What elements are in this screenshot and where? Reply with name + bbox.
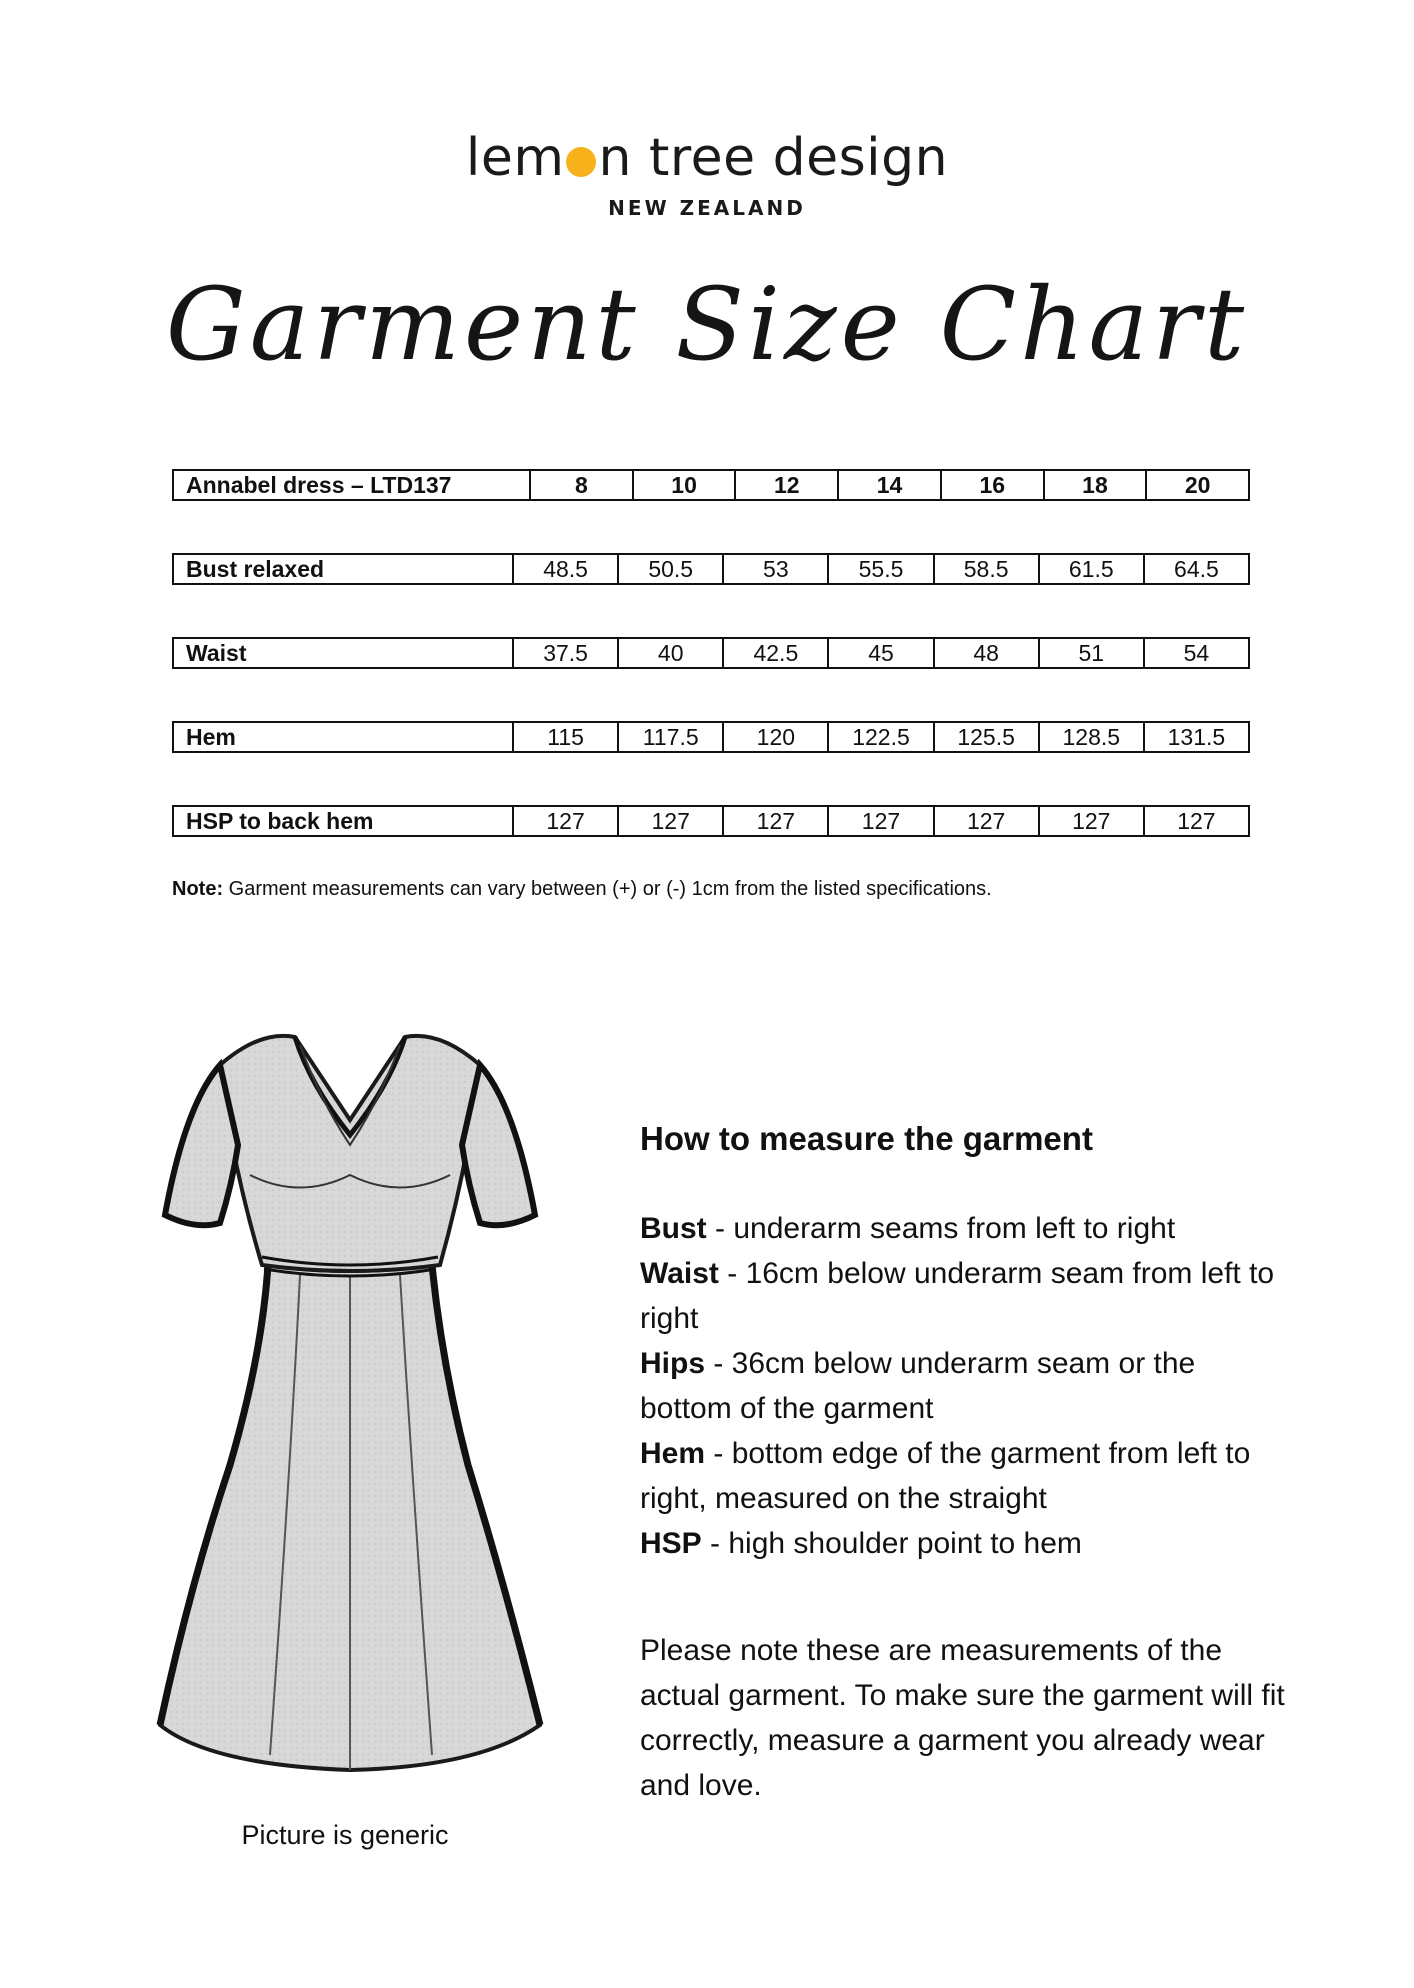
table-cell: 128.5 — [1040, 723, 1145, 751]
guide-desc: - 16cm below underarm seam from left to right — [640, 1257, 1275, 1335]
guide-desc: - high shoulder point to hem — [701, 1527, 1082, 1560]
table-cell: 54 — [1183, 639, 1210, 666]
table-cell: 55.5 — [829, 555, 934, 583]
table-cell: 42.5 — [724, 639, 829, 667]
table-cell: 48 — [935, 639, 1040, 667]
table-row-bust — [172, 553, 1250, 585]
table-cell: 125.5 — [935, 723, 1040, 751]
size-header-cell: 10 — [634, 471, 737, 499]
lemon-icon — [566, 147, 596, 177]
table-row-waist — [172, 637, 1250, 669]
table-cell: 53 — [724, 555, 829, 583]
brand-region: NEW ZEALAND — [608, 196, 806, 220]
size-table — [172, 469, 1250, 889]
guide-term: Hips — [640, 1347, 706, 1380]
table-cell: 127 — [1040, 807, 1145, 835]
guide-desc: - 36cm below underarm seam or the bottom of the garment — [640, 1347, 1196, 1425]
row-label: HSP to back hem — [174, 807, 514, 835]
table-cell: 45 — [829, 639, 934, 667]
guide-term: Hem — [640, 1437, 706, 1470]
guide-heading: How to measure the garment — [640, 1120, 1093, 1157]
product-label: Annabel dress – LTD137 — [174, 471, 531, 499]
table-cell: 48.5 — [514, 555, 619, 583]
row-label: Bust relaxed — [174, 555, 514, 583]
page-title: Garment Size Chart — [165, 266, 1249, 383]
guide-item-hsp — [640, 1521, 1290, 1566]
table-cell: 40 — [619, 639, 724, 667]
row-label: Hem — [174, 723, 514, 751]
table-cell: 61.5 — [1040, 555, 1145, 583]
table-cell: 127 — [935, 807, 1040, 835]
size-header-cell: 18 — [1045, 471, 1148, 499]
table-header-row — [172, 469, 1250, 501]
guide-item-waist — [640, 1251, 1290, 1341]
row-label: Waist — [174, 639, 514, 667]
table-cell: 131.5 — [1167, 723, 1226, 750]
brand-name-end: n tree design — [598, 128, 949, 188]
table-cell: 58.5 — [935, 555, 1040, 583]
guide-closing-note: Please note these are measurements of the actual garment. To make sure the garment will fit correctly, measure a garment you already wear and love. — [640, 1634, 1285, 1802]
table-cell: 120 — [724, 723, 829, 751]
size-header-cell: 14 — [839, 471, 942, 499]
table-cell: 50.5 — [619, 555, 724, 583]
dress-illustration — [150, 1025, 550, 1785]
brand-logo — [0, 128, 1414, 220]
note-label: Note: — [172, 878, 224, 900]
guide-term: Bust — [640, 1212, 707, 1245]
size-header-cell: 16 — [942, 471, 1045, 499]
table-cell: 127 — [514, 807, 619, 835]
brand-name-start: lem — [465, 128, 565, 188]
table-cell: 51 — [1040, 639, 1145, 667]
guide-term: Waist — [640, 1257, 719, 1290]
table-cell: 127 — [619, 807, 724, 835]
table-cell: 117.5 — [619, 723, 724, 751]
illustration-caption: Picture is generic — [241, 1820, 449, 1850]
table-cell: 122.5 — [829, 723, 934, 751]
table-cell: 127 — [724, 807, 829, 835]
guide-item-bust — [640, 1206, 1290, 1251]
guide-item-hem — [640, 1431, 1290, 1521]
measuring-guide — [640, 1120, 1290, 1808]
brand-name — [466, 128, 948, 188]
guide-term: HSP — [640, 1527, 702, 1560]
size-header-cell: 20 — [1184, 471, 1211, 498]
table-cell: 64.5 — [1174, 555, 1219, 582]
note-text: Garment measurements can vary between (+) or (-) 1cm from the listed specifications. — [223, 878, 992, 900]
guide-desc: - underarm seams from left to right — [706, 1212, 1176, 1245]
table-cell: 37.5 — [514, 639, 619, 667]
table-cell: 127 — [1177, 807, 1216, 834]
measurement-note — [172, 878, 992, 901]
table-row-hsp — [172, 805, 1250, 837]
size-header-cell: 12 — [736, 471, 839, 499]
table-row-hem — [172, 721, 1250, 753]
size-header-cell: 8 — [531, 471, 634, 499]
table-cell: 127 — [829, 807, 934, 835]
table-cell: 115 — [514, 723, 619, 751]
guide-item-hips — [640, 1341, 1290, 1431]
guide-desc: - bottom edge of the garment from left to right, measured on the straight — [640, 1437, 1251, 1515]
